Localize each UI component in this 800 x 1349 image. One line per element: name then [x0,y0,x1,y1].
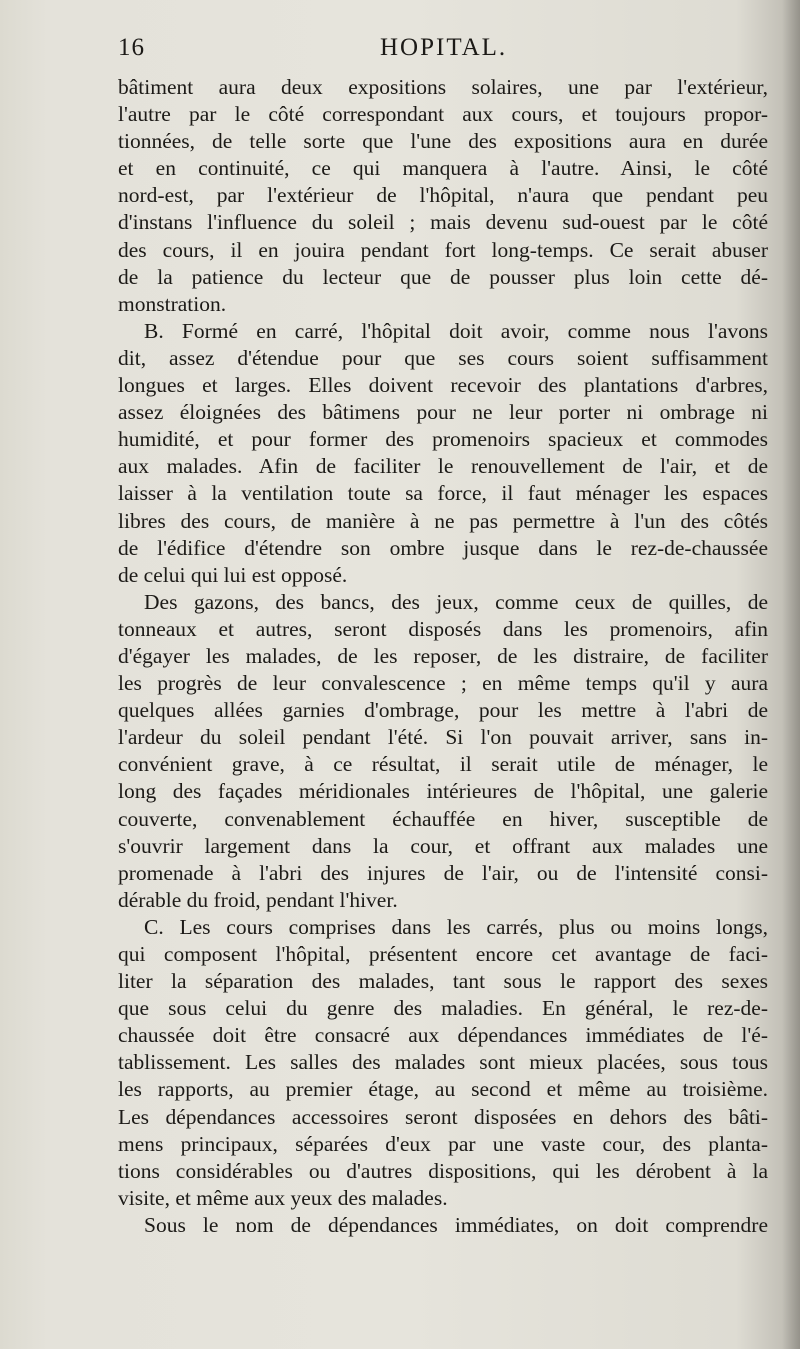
text-line: monstration. [118,291,227,316]
text-line: les rapports, au premier étage, au second et même au troisième. [118,1077,768,1102]
text-line: bâtiment aura deux expositions solaires, une par l'extérieur, [118,75,768,99]
text-line: l'ardeur du soleil pendant l'été. Si l'on pouvait arriver, sans in- [118,725,768,750]
text-line: que sous celui du genre des maladies. En général, le rez-de- [118,996,768,1021]
text-line: des cours, il en jouira pendant fort long-temps. Ce serait abuser [118,237,768,262]
text-line: de celui qui lui est opposé. [118,562,348,587]
text-line: de l'édifice d'étendre son ombre jusque dans le rez-de-chaussée [118,535,768,560]
paragraph-c-start: C. Les cours comprises dans les carrés, plus ou moins longs, [144,914,768,939]
paragraph-start: Des gazons, des bancs, des jeux, comme ceux de quilles, de [144,589,768,614]
text-line: dit, assez d'étendue pour que ses cours soient suffisamment [118,345,768,370]
running-head: HOPITAL. [380,34,508,61]
text-line: laisser à la ventilation toute sa force, il faut ménager les espaces [118,481,768,506]
text-line: nord-est, par l'extérieur de l'hôpital, n'aura que pendant peu [118,183,768,208]
text-line: de la patience du lecteur que de pousser plus loin cette dé- [118,264,768,289]
text-line: convénient grave, à ce résultat, il serait utile de ménager, le [118,752,768,777]
text-line: libres des cours, de manière à ne pas permettre à l'un des côtés [118,508,768,533]
text-line: visite, et même aux yeux des malades. [118,1185,448,1210]
page-number: 16 [118,34,145,61]
page-header [118,34,768,64]
text-line: tablissement. Les salles des malades sont mieux placées, sous tous [118,1050,768,1075]
text-line: assez éloignées des bâtimens pour ne leur porter ni ombrage ni [118,400,768,425]
text-line: aux malades. Afin de faciliter le renouvellement de l'air, et de [118,454,768,479]
text-line: quelques allées garnies d'ombrage, pour les mettre à l'abri de [118,698,768,723]
text-line: long des façades méridionales intérieures de l'hôpital, une galerie [118,779,768,804]
text-line: d'égayer les malades, de les reposer, de les distraire, de faciliter [118,643,768,668]
paragraph-start: Sous le nom de dépendances immédiates, on doit comprendre [144,1212,768,1237]
text-line: liter la séparation des malades, tant sous le rapport des sexes [118,969,768,994]
text-line: promenade à l'abri des injures de l'air, ou de l'intensité consi- [118,860,768,885]
text-line: dérable du froid, pendant l'hiver. [118,887,398,912]
text-line: s'ouvrir largement dans la cour, et offrant aux malades une [118,833,768,858]
text-line: les progrès de leur convalescence ; en même temps qu'il y aura [118,671,768,696]
text-line: tonneaux et autres, seront disposés dans les promenoirs, afin [118,616,768,641]
page-gutter-shadow [782,0,800,1349]
text-line: qui composent l'hôpital, présentent encore cet avantage de faci- [118,942,768,966]
paragraph-b-start: B. Formé en carré, l'hôpital doit avoir, comme nous l'avons [144,318,768,343]
text-line: tionnées, de telle sorte que l'une des expositions aura en durée [118,129,768,154]
body-text [118,74,768,1239]
text-line: l'autre par le côté correspondant aux cours, et toujours propor- [118,102,768,127]
text-line: et en continuité, ce qui manquera à l'autre. Ainsi, le côté [118,156,768,181]
text-line: d'instans l'influence du soleil ; mais devenu sud-ouest par le côté [118,210,768,235]
text-line: tions considérables ou d'autres dispositions, qui les dérobent à la [118,1158,768,1183]
text-line: longues et larges. Elles doivent recevoir des plantations d'arbres, [118,373,768,398]
text-line: humidité, et pour former des promenoirs spacieux et commodes [118,427,768,452]
text-line: Les dépendances accessoires seront disposées en dehors des bâti- [118,1104,768,1129]
text-line: chaussée doit être consacré aux dépendances immédiates de l'é- [118,1023,768,1048]
text-line: mens principaux, séparées d'eux par une vaste cour, des planta- [118,1131,768,1156]
text-line: couverte, convenablement échauffée en hiver, susceptible de [118,806,768,831]
